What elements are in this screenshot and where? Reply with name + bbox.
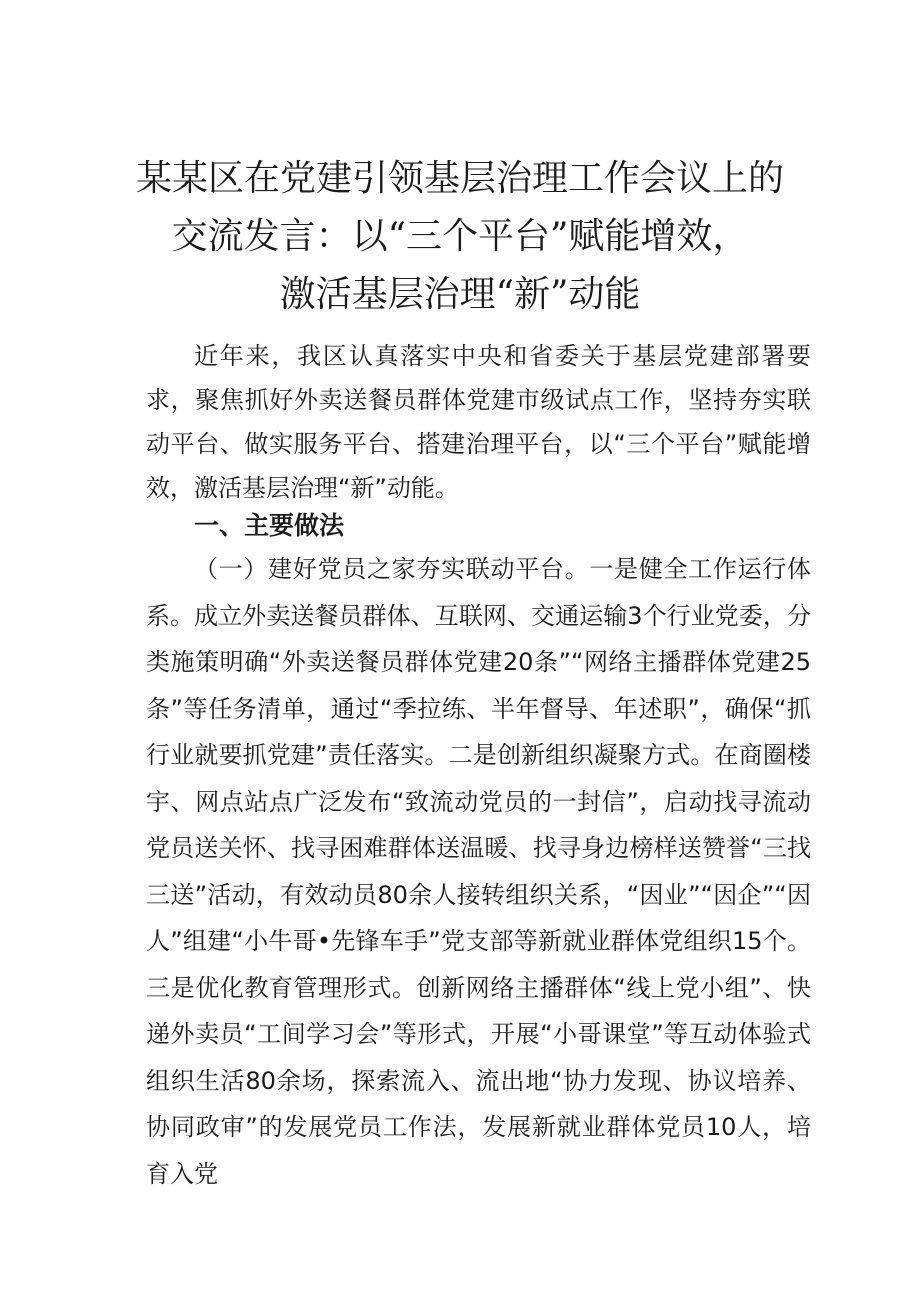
section-1-paragraph-1: （一）建好党员之家夯实联动平台。一是健全工作运行体系。成立外卖送餐员群体、互联网、交通运输3个行业党委，分类施策明确“外卖送餐员群体党建20条”“网络主播群体党建25条”等任务清单，通过“季拉练、半年督导、年述职”，确保“抓行业就要抓党建”责任落实。二是创新组织凝聚方式。在商圈楼宇、网点站点广泛发布“致流动党员的一封信”，启动找寻流动党员送关怀、找寻困难群体送温暖、找寻身边榜样送赞誉“三找三送”活动，有效动员80余人接转组织关系，“因业”“因企”“因人”组建“小牛哥•先锋车手”党支部等新就业群体党组织15个。三是优化教育管理形式。创新网络主播群体“线上党小组”、快递外卖员“工间学习会”等形式，开展“小哥课堂”等互动体验式组织生活80余场，探索流入、流出地“协力发现、协议培养、协同政审”的发展党员工作法，发展新就业群体党员10人，培育入党 [146,555,811,1188]
document-title [100,150,820,324]
title-line-3: 激活基层治理“新”动能 [279,274,641,315]
section-heading-main-practices: 一、主要做法 [194,511,345,540]
title-line-2: 交流发言：以“三个平台”赋能增效， [171,216,749,257]
intro-paragraph: 近年来，我区认真落实中央和省委关于基层党建部署要求，聚焦抓好外卖送餐员群体党建市级试点工作，坚持夯实联动平台、做实服务平台、搭建治理平台，以“三个平台”赋能增效，激活基层治理“新”动能。 [146,342,811,502]
title-line-1: 某某区在党建引领基层治理工作会议上的 [135,158,784,199]
